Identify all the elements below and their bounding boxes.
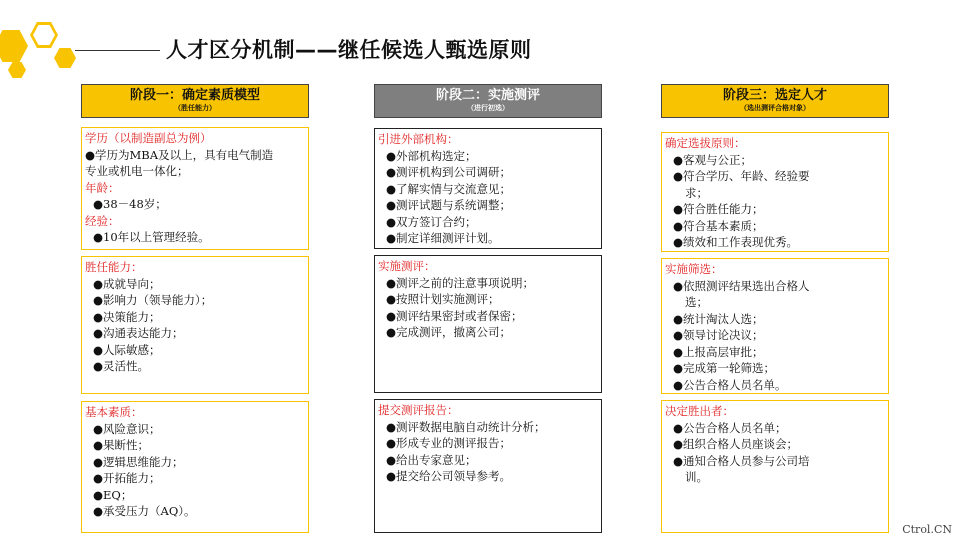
list-item: ●统计淘汰人选； [673, 311, 764, 326]
list-item: ●制定详细测评计划。 [386, 231, 500, 245]
stage-1-title: 阶段一：确定素质模型 [129, 88, 260, 103]
stage-1-basic-quality-box [81, 401, 309, 533]
list-item: ●提交给公司领导参考。 [386, 469, 512, 483]
list-item: ●客观与公正； [673, 152, 753, 167]
stage-1-subtitle: （胜任能力） [174, 104, 216, 112]
list-item: ●通知合格人员参与公司培 [673, 453, 810, 468]
decor-hexagon-3 [54, 48, 76, 68]
stage-3-title: 阶段三：选定人才 [722, 88, 827, 103]
decor-hexagon-1 [0, 30, 28, 62]
stage-1-qualifications-box [81, 127, 309, 250]
list-item: ●按照计划实施测评； [386, 292, 500, 306]
stage-2-external-agency-box [374, 128, 602, 249]
stage-1-competency-box [81, 256, 309, 394]
list-item: ●给出专家意见； [386, 452, 477, 467]
decor-hexagon-4 [8, 62, 26, 78]
stage-2-report-box [374, 399, 602, 533]
external-agency-heading: 引进外部机构： [378, 132, 459, 146]
stage-2-assessment-box [374, 255, 602, 393]
experience-item: ●10年以上管理经验。 [93, 230, 210, 244]
list-item: ●公告合格人员名单； [673, 420, 787, 435]
list-item: ●逻辑思维能力； [93, 454, 184, 469]
list-item: ●形成专业的测评报告； [386, 436, 512, 450]
education-line-1: ●学历为MBA及以上，具有电气制造 [85, 147, 274, 162]
list-item-continuation: 求； [685, 185, 708, 200]
stage-3-principles-box [661, 132, 889, 252]
list-item: ●影响力（领导能力）； [93, 293, 213, 307]
list-item: ●风险意识； [93, 421, 161, 436]
list-item: ●成就导向； [93, 276, 161, 291]
stage-3-winner-box [661, 400, 889, 533]
assessment-heading: 实施测评： [378, 259, 436, 273]
decor-hexagon-2 [30, 22, 58, 48]
list-item: ●EQ； [93, 487, 133, 502]
list-item: ●人际敏感； [93, 342, 161, 357]
list-item: ●公告合格人员名单。 [673, 377, 787, 392]
principles-heading: 确定选拔原则： [665, 136, 746, 150]
list-item: ●测评之前的注意事项说明； [386, 275, 535, 290]
experience-heading: 经验： [85, 213, 120, 228]
list-item: ●符合基本素质； [673, 218, 764, 233]
list-item: ●完成第一轮筛选； [673, 361, 776, 375]
stage-3-subtitle: （选出测评合格对象） [740, 104, 810, 112]
basic-quality-heading: 基本素质： [85, 405, 143, 419]
stage-1-header [81, 84, 309, 118]
footer-watermark: Ctrol.CN [902, 523, 952, 536]
screening-heading: 实施筛选： [665, 262, 723, 276]
competency-heading: 胜任能力： [85, 260, 143, 274]
list-item: ●测评结果密封或者保密； [386, 308, 523, 323]
list-item: ●外部机构选定； [386, 148, 477, 163]
stage-3-header [661, 84, 889, 118]
list-item: ●果断性； [93, 438, 150, 452]
age-heading: 年龄： [85, 180, 120, 195]
list-item: ●了解实情与交流意见； [386, 181, 512, 196]
list-item: ●组织合格人员座谈会； [673, 437, 799, 451]
list-item: ●绩效和工作表现优秀。 [673, 235, 799, 249]
list-item: ●领导讨论决议； [673, 328, 764, 342]
list-item: ●测评机构到公司调研； [386, 165, 512, 179]
list-item: ●依照测评结果选出合格人 [673, 278, 810, 293]
list-item-continuation: 训。 [685, 470, 708, 484]
page-title: 人才区分机制——继任候选人甄选原则 [166, 38, 532, 62]
stage-3-screening-box [661, 258, 889, 394]
report-heading: 提交测评报告： [378, 403, 459, 417]
winner-heading: 决定胜出者： [665, 404, 734, 418]
list-item: ●灵活性。 [93, 359, 150, 373]
stage-2-title: 阶段二：实施测评 [435, 88, 540, 103]
stage-2-header [374, 84, 602, 118]
list-item-continuation: 选； [685, 295, 708, 309]
list-item: ●测评试题与系统调整； [386, 198, 512, 212]
list-item: ●承受压力（AQ）。 [93, 504, 196, 518]
list-item: ●符合胜任能力； [673, 202, 764, 216]
list-item: ●双方签订合约； [386, 214, 477, 229]
list-item: ●测评数据电脑自动统计分析； [386, 419, 546, 434]
age-item: ●38－48岁； [93, 197, 167, 211]
list-item: ●开拓能力； [93, 471, 161, 485]
list-item: ●完成测评，撤离公司； [386, 325, 512, 339]
list-item: ●决策能力； [93, 309, 161, 324]
list-item: ●沟通表达能力； [93, 326, 184, 340]
title-rule [75, 50, 160, 51]
stage-2-subtitle: （进行初选） [467, 104, 509, 112]
education-line-2: 专业或机电一体化； [85, 164, 189, 178]
education-heading: 学历（以制造副总为例） [85, 131, 212, 145]
list-item: ●上报高层审批； [673, 344, 764, 359]
list-item: ●符合学历、年龄、经验要 [673, 169, 810, 183]
